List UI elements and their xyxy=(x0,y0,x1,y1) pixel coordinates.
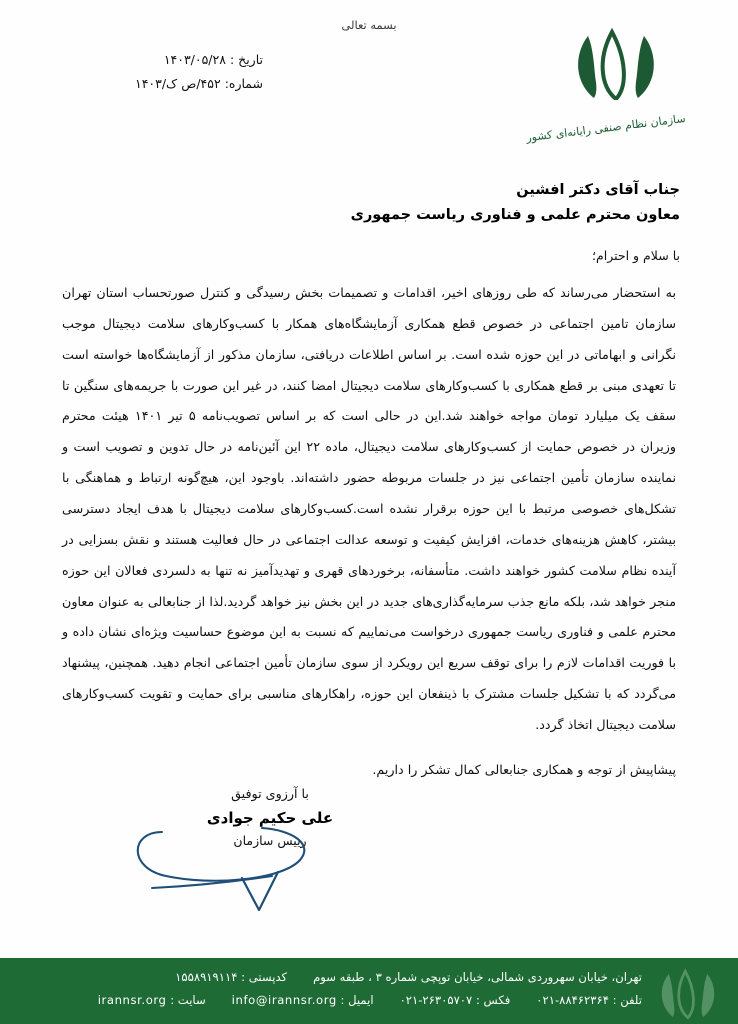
letter-number-value: ۴۵۲/ص ک/۱۴۰۳ xyxy=(134,76,221,92)
footer-phone-value: ۰۲۱-۸۸۴۶۲۳۶۴ xyxy=(536,993,609,1008)
footer-site-group[interactable] xyxy=(98,989,206,1012)
footer-email-value[interactable]: info@irannsr.org xyxy=(231,993,337,1008)
footer-site-label: سایت : xyxy=(170,993,206,1008)
signature-block xyxy=(150,786,390,848)
basmala-text: بسمه تعالی xyxy=(341,18,397,32)
letter-number-row xyxy=(48,72,263,96)
letter-header xyxy=(0,0,738,150)
addressee-title: معاون محترم علمی و فناوری ریاست جمهوری xyxy=(350,207,680,224)
footer-watermark-logo-icon xyxy=(652,964,724,1020)
footer-fax-value: ۰۲۱-۲۶۳۰۵۷۰۷ xyxy=(399,993,473,1008)
letter-meta xyxy=(48,48,263,97)
letter-date-row xyxy=(48,48,263,72)
signature-wish: با آرزوی توفیق xyxy=(231,786,309,801)
footer-fax-label: فکس : xyxy=(475,993,511,1008)
footer-site-value[interactable]: irannsr.org xyxy=(97,993,167,1008)
closing-text: پیشاپیش از توجه و همکاری جنابعالی کمال تشکر را داریم. xyxy=(372,762,676,777)
letter-number-label: شماره: xyxy=(224,76,263,92)
letter-date-value: ۱۴۰۳/۰۵/۲۸ xyxy=(163,52,226,67)
letter-date-label: تاریخ : xyxy=(229,52,263,67)
footer-fax-group xyxy=(400,989,511,1012)
signer-name: علی حکیم جوادی xyxy=(206,809,334,827)
footer-email-label: ایمیل : xyxy=(340,993,374,1008)
footer-postal-label: کدپستی : xyxy=(241,970,288,984)
footer-postal-code-group xyxy=(175,966,287,989)
footer-contact-lines xyxy=(20,966,642,1012)
letter-footer xyxy=(0,958,738,1024)
salutation-text: با سلام و احترام؛ xyxy=(592,248,680,263)
signer-title: رییس سازمان xyxy=(233,833,307,848)
footer-email-group[interactable] xyxy=(232,989,374,1012)
organization-name-calligraphy: سازمان نظام صنفی رایانه‌ای کشور xyxy=(525,111,687,145)
footer-phone-label: تلفن : xyxy=(612,993,642,1008)
footer-contact-line xyxy=(20,989,642,1012)
footer-address: تهران، خیابان سهروردی شمالی، خیابان توپچی شماره ۳ ، طبقه سوم xyxy=(313,970,642,984)
tulip-leaf-logo-icon xyxy=(564,24,668,100)
footer-phone-group xyxy=(536,989,642,1012)
footer-postal-value: ۱۵۵۸۹۱۹۱۱۴ xyxy=(175,970,238,984)
addressee-block xyxy=(58,178,680,229)
letter-body-text: به استحضار می‌رساند که طی روزهای اخیر، اقدامات و تصمیمات بخش رسیدگی و کنترل صورتحساب استان تهران سازمان تامین اجتماعی در خصوص قطع همکاری آزمایشگاه‌های همکار با کسب‌وکارهای سلامت دیجیتال موجب نگرانی و ابهاماتی در این حوزه شده است. بر اساس اطلاعات دریافتی، سازمان مذکور از آزمایشگاه‌ها خواسته است تا تعهدی مبنی بر قطع همکاری با کسب‌وکارهای سلامت دیجیتال امضا کنند، در غیر این صورت با جریمه‌های سنگین تا سقف یک میلیارد تومان مواجه خواهند شد.این در حالی است که بر اساس تصویب‌نامه ۵ تیر ۱۴۰۱ هیئت محترم وزیران در خصوص حمایت از کسب‌وکارهای سلامت دیجیتال، ماده ۲۲ این آئین‌نامه در حال تدوین و تصویب است و نماینده سازمان تأمین اجتماعی نیز در جلسات مربوطه حضور داشته‌اند. باوجود این، هیچ‌گونه ارتباط و هماهنگی با تشکل‌های خصوصی مرتبط با این حوزه برقرار نشده است.کسب‌وکارهای سلامت دیجیتال با هدف ایجاد دسترسی بیشتر، کاهش هزینه‌های خدمات، افزایش کیفیت و توسعه عدالت اجتماعی در حال فعالیت هستند و نقش بسزایی در آینده نظام سلامت کشور خواهند داشت. متأسفانه، برخوردهای قهری و تهدیدآمیز نه تنها به دلسردی فعالان این حوزه منجر خواهد شد، بلکه مانع جذب سرمایه‌گذاری‌های جدید در این بخش نیز خواهد گردید.لذا از جنابعالی به عنوان معاون محترم علمی و فناوری ریاست جمهوری درخواست می‌نماییم که نسبت به این موضوع حساسیت ویژه‌ای نشان داده و با فوریت اقدامات لازم را برای توقف سریع این رویکرد از سوی سازمان تأمین اجتماعی انجام دهید. همچنین، پیشنهاد می‌گردد که با تشکیل جلسات مشترک با ذینفعان این حوزه، راهکارهای مناسبی برای حمایت و تقویت کسب‌وکارهای سلامت دیجیتال اتخاذ گردد. xyxy=(62,285,676,733)
addressee-name: جناب آقای دکتر افشین xyxy=(516,182,680,198)
footer-address-line xyxy=(20,966,642,989)
organization-logo xyxy=(525,24,687,145)
